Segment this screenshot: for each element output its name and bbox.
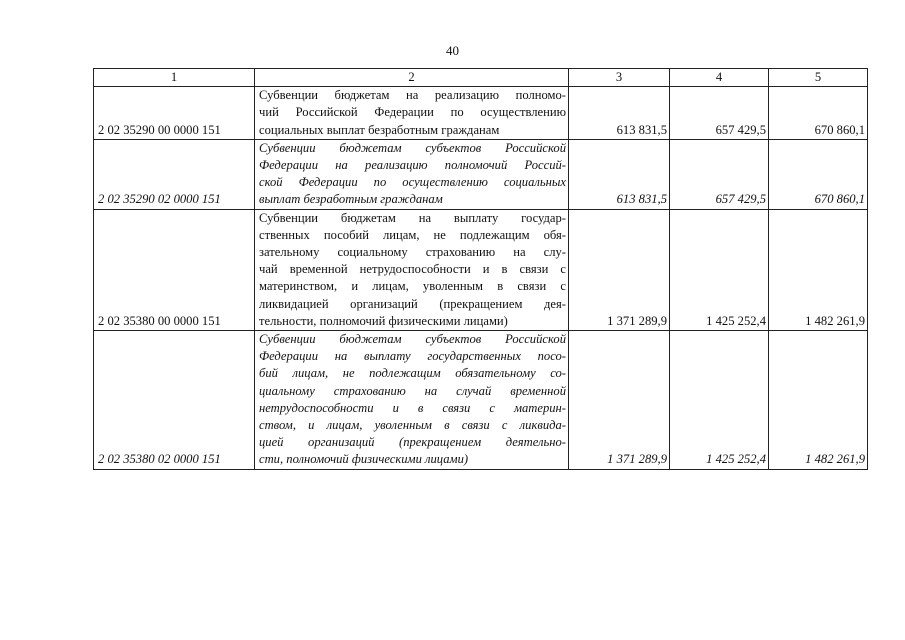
name-line: бий лицам, не подлежащим обязательному со- (259, 366, 566, 381)
value-col-5: 670 860,1 (769, 139, 868, 209)
name-line: Субвенции бюджетам субъектов Российской (259, 332, 566, 347)
value-col-3: 613 831,5 (569, 87, 670, 140)
value-col-5: 670 860,1 (769, 87, 868, 140)
name-line: зательному социальному страхованию на слу- (259, 245, 566, 260)
name-line: ликвидацией организаций (прекращением дея- (259, 296, 566, 311)
value-col-5: 1 482 261,9 (769, 331, 868, 470)
value-col-4: 657 429,5 (670, 87, 769, 140)
table-row (94, 87, 868, 140)
column-header-5: 5 (769, 69, 868, 87)
name-line: чий Российской Федерации по осуществлению (259, 105, 566, 120)
budget-table (93, 68, 868, 470)
table-row (94, 139, 868, 209)
name-line: ской Федерации по осуществлению социальных (259, 175, 566, 190)
value-col-5: 1 482 261,9 (769, 209, 868, 330)
name-line: выплат безработным гражданам (259, 192, 443, 207)
column-header-1: 1 (94, 69, 255, 87)
value-col-3: 1 371 289,9 (569, 331, 670, 470)
name-line: социальных выплат безработным гражданам (259, 122, 500, 137)
budget-code: 2 02 35380 00 0000 151 (94, 209, 255, 330)
name-line: чай временной нетрудоспособности и в связи с (259, 262, 566, 277)
column-header-2: 2 (255, 69, 569, 87)
budget-item-name (255, 331, 569, 470)
page-number: 40 (446, 43, 459, 58)
name-line: сти, полномочий физическими лицами) (259, 452, 469, 467)
name-line: Субвенции бюджетам на выплату государ- (259, 210, 566, 225)
column-header-4: 4 (670, 69, 769, 87)
budget-code: 2 02 35380 02 0000 151 (94, 331, 255, 470)
budget-item-name (255, 139, 569, 209)
budget-code: 2 02 35290 00 0000 151 (94, 87, 255, 140)
name-line: Федерации на выплату государственных посо- (259, 349, 566, 364)
name-line: циальному страхованию на случай временной (259, 383, 566, 398)
name-line: Субвенции бюджетам субъектов Российской (259, 140, 566, 155)
table-row (94, 209, 868, 330)
value-col-4: 657 429,5 (670, 139, 769, 209)
table-row (94, 331, 868, 470)
value-col-4: 1 425 252,4 (670, 209, 769, 330)
budget-item-name (255, 87, 569, 140)
name-line: нетрудоспособности и в связи с материн- (259, 400, 566, 415)
value-col-4: 1 425 252,4 (670, 331, 769, 470)
name-line: тельности, полномочий физическими лицами) (259, 313, 508, 328)
name-line: Субвенции бюджетам на реализацию полномо- (259, 88, 566, 103)
name-line: Федерации на реализацию полномочий Россий- (259, 158, 566, 173)
value-col-3: 1 371 289,9 (569, 209, 670, 330)
budget-code: 2 02 35290 02 0000 151 (94, 139, 255, 209)
name-line: цией организаций (прекращением деятельно- (259, 435, 566, 450)
name-line: ством, и лицам, уволенным в связи с ликвида- (259, 418, 566, 433)
value-col-3: 613 831,5 (569, 139, 670, 209)
name-line: материнством, и лицам, уволенным в связи с (259, 279, 566, 294)
column-header-3: 3 (569, 69, 670, 87)
budget-item-name (255, 209, 569, 330)
name-line: ственных пособий лицам, не подлежащим обя- (259, 227, 566, 242)
table-header-row (94, 69, 868, 87)
